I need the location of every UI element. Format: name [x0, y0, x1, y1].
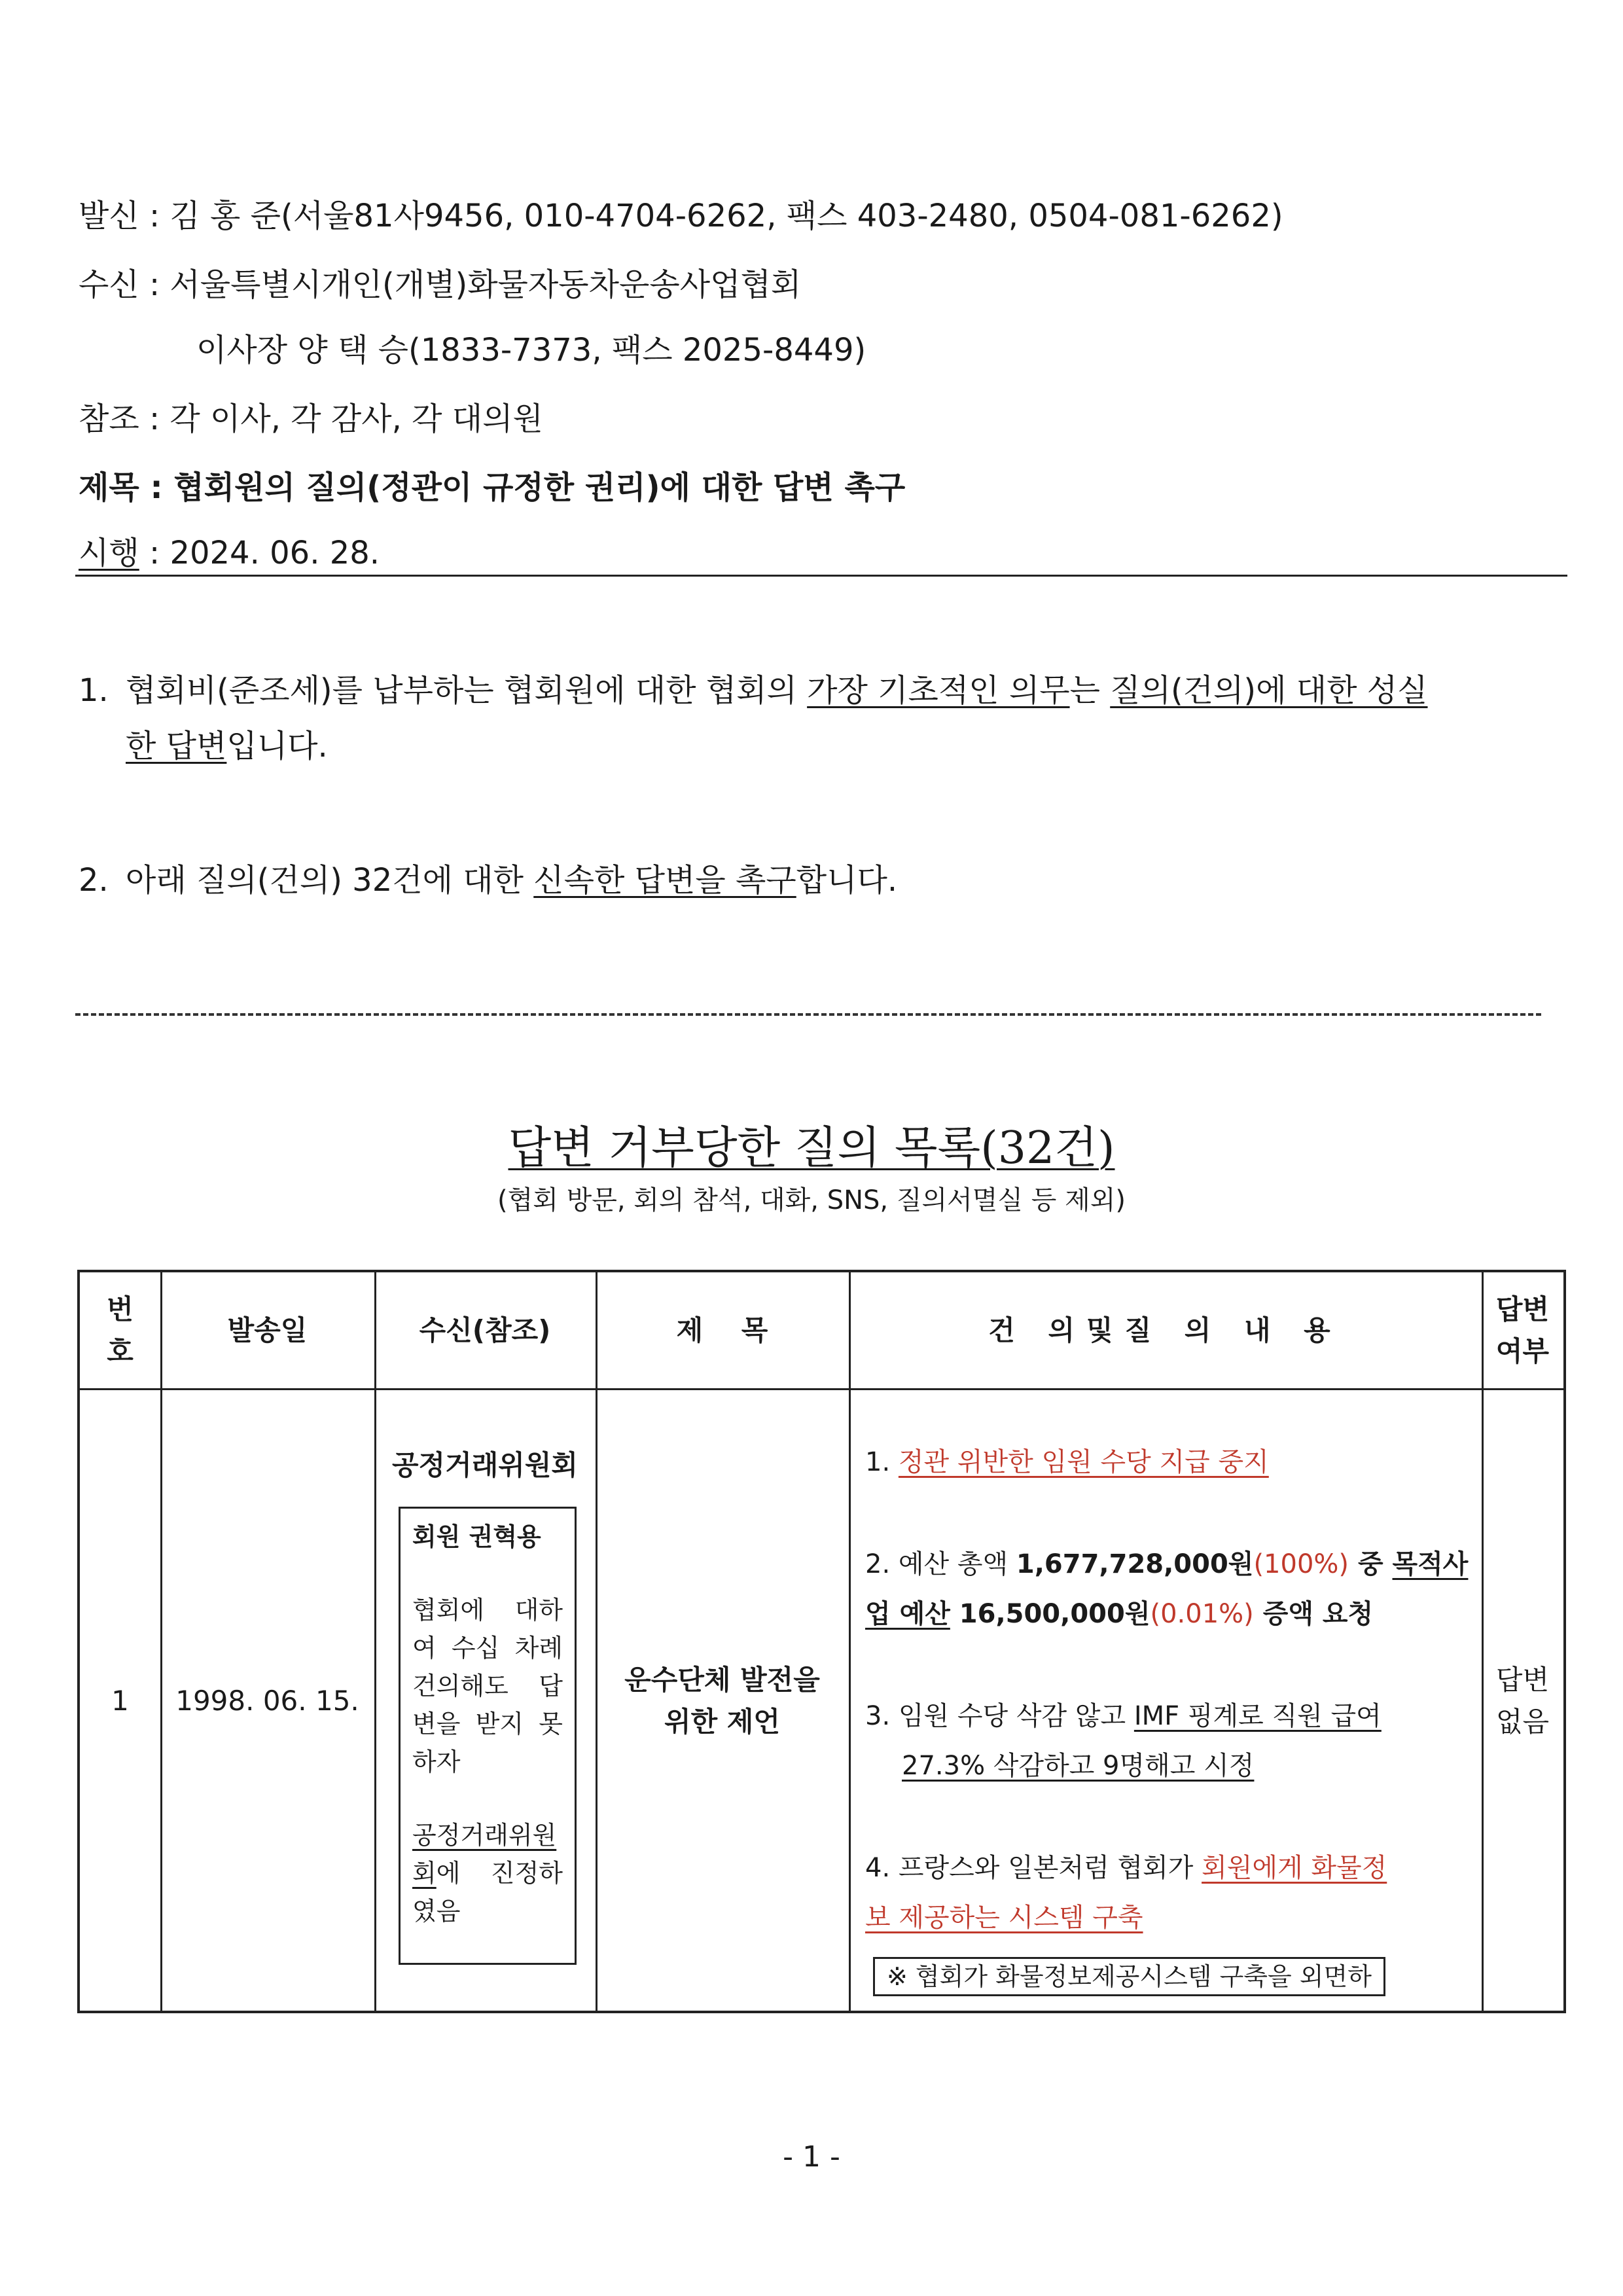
- row-answered: [1482, 1390, 1563, 2012]
- content-item-3-cont: [902, 1741, 1465, 1791]
- dashed-divider: [75, 1013, 1541, 1016]
- item-2-i: 증액 요청: [1253, 1599, 1374, 1629]
- box-title: 회원 권혁용: [412, 1522, 541, 1551]
- recipient-note-box: [399, 1507, 577, 1965]
- item-2-c: (100%): [1253, 1549, 1349, 1579]
- p1-text-b: 가장 기초적인 의무: [807, 672, 1070, 709]
- content-item-2: [865, 1539, 1467, 1589]
- date-value: : 2024. 06. 28.: [139, 535, 380, 571]
- paragraph-2-line: [126, 861, 897, 900]
- p1-text-c: 는: [1069, 672, 1111, 709]
- page-number: - 1 -: [783, 2140, 840, 2174]
- content-item-4: [865, 1843, 1467, 1893]
- content-item-3: [865, 1691, 1467, 1741]
- box-text-2: [412, 1816, 563, 1930]
- item-4-a: 프랑스와 일본처럼 협회가: [898, 1853, 1202, 1883]
- paragraph-1-line-1: [126, 671, 1428, 710]
- item-4-number: 4.: [865, 1853, 891, 1883]
- box-text-2b: 에 진정하였음: [412, 1859, 563, 1926]
- p1-text-e: 한 답변: [126, 728, 227, 764]
- date-line: [79, 533, 380, 573]
- p1-text-f: 입니다.: [226, 728, 328, 764]
- header-answered: [1482, 1272, 1563, 1388]
- subject-line: [79, 468, 905, 507]
- content-item-4-cont: [865, 1893, 1467, 1943]
- row-title: [596, 1390, 849, 2012]
- row-title-1: 운수단체 발전을: [624, 1664, 820, 1696]
- item-3-number: 3.: [865, 1701, 891, 1731]
- item-4-b: 회원에게 화물정: [1202, 1853, 1387, 1883]
- item-4-c: 보 제공하는 시스템 구축: [865, 1903, 1143, 1933]
- content-item-2-cont: [865, 1589, 1467, 1639]
- header-answered-2: 여부: [1495, 1335, 1550, 1367]
- list-title: 답변 거부당한 질의 목록(32건): [508, 1122, 1115, 1174]
- header-divider: [75, 575, 1567, 577]
- item-3-b: IMF 핑계로 직원 급여: [1133, 1701, 1382, 1731]
- header-number-2: 호: [107, 1335, 134, 1367]
- header-date: 발송일: [227, 1314, 308, 1346]
- p1-text-a: 협회비(준조세)를 납부하는 협회원에 대한 협회의: [126, 672, 808, 709]
- date-label: 시행: [79, 535, 139, 571]
- item-2-number: 2.: [865, 1549, 891, 1579]
- content-note: ※ 협회가 화물정보제공시스템 구축을 외면하: [873, 1957, 1385, 1996]
- row-answered-2: 없음: [1495, 1706, 1550, 1738]
- recipient-line: 수신 : 서울특별시개인(개별)화물자동차운송사업협회: [79, 266, 802, 303]
- paragraph-2-number: 2.: [79, 862, 109, 899]
- subject-text: 협회원의 질의(정관이 규정한 권리)에 대한 답변 촉구: [173, 469, 906, 506]
- item-2-d: 중: [1349, 1549, 1393, 1579]
- item-2-e: 목적사: [1392, 1549, 1469, 1579]
- row-date: 1998. 06. 15.: [175, 1685, 359, 1717]
- item-3-c: 27.3% 삭감하고 9명해고 시정: [902, 1751, 1255, 1781]
- row-recipient: 공정거래위원회: [391, 1449, 578, 1481]
- p1-text-d: 질의(건의)에 대한 성실: [1110, 672, 1428, 709]
- row-number: 1: [111, 1685, 129, 1717]
- header-number: [80, 1272, 160, 1388]
- content-item-1: [865, 1437, 1467, 1487]
- header-content: 건 의및질 의 내 용: [988, 1314, 1342, 1346]
- paragraph-1-line-2: [126, 726, 328, 766]
- sender-line: 발신 : 김 홍 준(서울81사9456, 010-4704-6262, 팩스 403-2480, 0504-081-6262): [79, 198, 1283, 234]
- p2-text-a: 아래 질의(건의) 32건에 대한: [126, 862, 534, 899]
- item-2-a: 예산 총액: [898, 1549, 1016, 1579]
- list-subtitle: (협회 방문, 회의 참석, 대화, SNS, 질의서멸실 등 제외): [497, 1185, 1126, 1215]
- p2-text-b: 신속한 답변을 촉구: [533, 862, 796, 899]
- item-2-h: (0.01%): [1150, 1599, 1254, 1629]
- item-2-g: 16,500,000원: [950, 1599, 1150, 1629]
- item-1-number: 1.: [865, 1447, 891, 1477]
- item-2-f: 업 예산: [865, 1599, 950, 1629]
- p2-text-c: 합니다.: [796, 862, 898, 899]
- box-text-1: 협회에 대하여 수십 차례 건의해도 답변을 받지 못하자: [412, 1596, 563, 1776]
- header-recipient: 수신(참조): [419, 1314, 551, 1346]
- header-number-1: 번: [107, 1293, 134, 1325]
- item-2-b: 1,677,728,000원: [1016, 1549, 1254, 1579]
- header-title: 제 목: [676, 1314, 768, 1346]
- item-1-text: 정관 위반한 임원 수당 지급 중지: [898, 1447, 1269, 1477]
- recipient-line-2: 이사장 양 택 승(1833-7373, 팩스 2025-8449): [196, 332, 866, 368]
- paragraph-1-number: 1.: [79, 672, 109, 709]
- box-text-2a: 공정거래위원회: [412, 1821, 557, 1888]
- row-title-2: 위한 제언: [664, 1706, 780, 1738]
- question-table: [77, 1270, 1566, 2013]
- header-answered-1: 답변: [1495, 1293, 1550, 1325]
- reference-line: 참조 : 각 이사, 각 감사, 각 대의원: [79, 401, 543, 437]
- subject-label: 제목 :: [79, 469, 163, 506]
- row-answered-1: 답변: [1495, 1664, 1550, 1696]
- item-3-a: 임원 수당 삭감 않고: [898, 1701, 1134, 1731]
